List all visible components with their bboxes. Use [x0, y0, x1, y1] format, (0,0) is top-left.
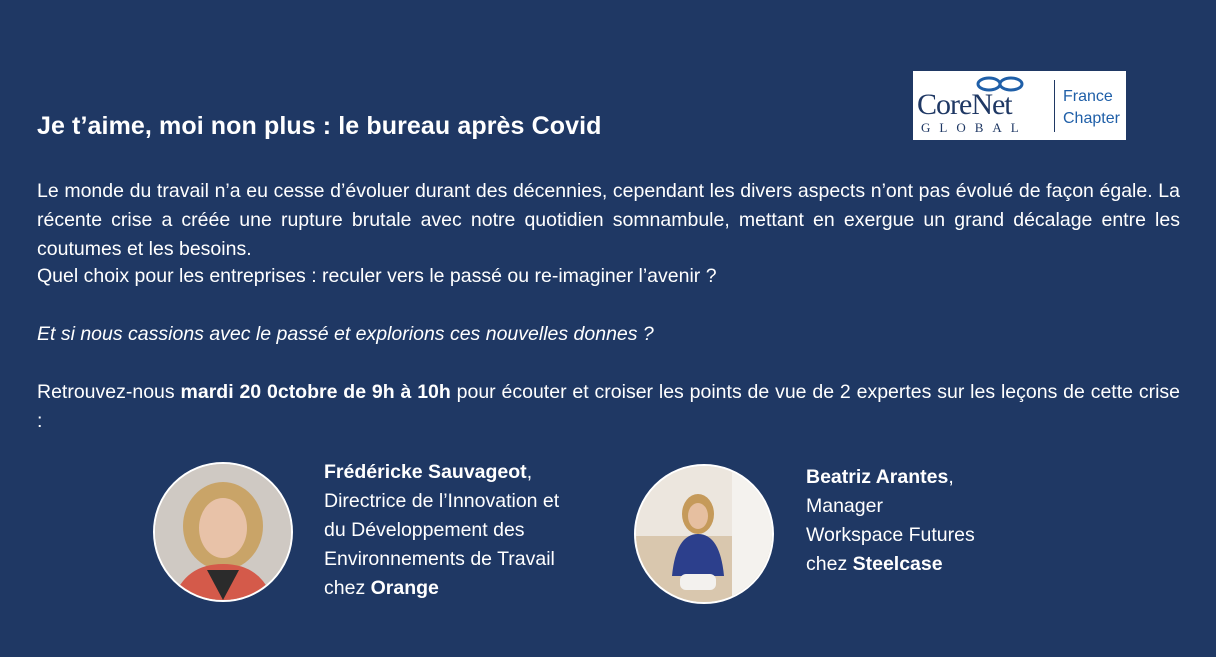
speaker-1-company-line [324, 574, 559, 603]
speaker-2-name-line [806, 463, 975, 492]
speaker-1-role-line-3: Environnements de Travail [324, 548, 555, 570]
speaker-1-role-line-1: Directrice de l’Innovation et [324, 490, 560, 512]
speaker-1-role-line-2: du Développement des [324, 519, 525, 541]
logo-brand-sub: GLOBAL [921, 120, 1028, 135]
logo-chapter-line1: France [1063, 88, 1113, 105]
speaker-1-name: Frédéricke Sauvageot [324, 461, 527, 483]
invite-date: mardi 20 0ctobre de 9h à 10h [180, 381, 451, 403]
intro-paragraph: Le monde du travail n’a eu cesse d’évoluer durant des décennies, cependant les divers aspects n’ont pas évolué de façon égale. La récente crise a créée une rupture brutale avec notre quotidien somnambule, mettant en exergue un grand décalage entre les coutumes et les besoins. [37, 180, 1180, 260]
speaker-1-name-suffix: , [526, 461, 533, 483]
speaker-1-company: Orange [370, 577, 439, 599]
invite-prefix: Retrouvez-nous [37, 381, 181, 403]
speaker-2-company: Steelcase [852, 553, 943, 575]
speaker-2-role-line-1: Manager [806, 495, 883, 517]
corenet-logo [913, 71, 1126, 140]
speaker-2-name: Beatriz Arantes [806, 466, 949, 488]
intro-italic-question: Et si nous cassions avec le passé et explorions ces nouvelles donnes ? [37, 323, 654, 345]
speaker-2-role-line-2: Workspace Futures [806, 524, 975, 546]
speaker-2-portrait-icon [636, 466, 772, 602]
speaker-1-name-line [324, 458, 559, 487]
page-title: Je t’aime, moi non plus : le bureau après Covid [37, 112, 602, 140]
speaker-2 [806, 463, 975, 579]
speaker-1 [324, 458, 559, 603]
speaker-1-avatar [153, 462, 293, 602]
speaker-2-avatar [634, 464, 774, 604]
intro-question: Quel choix pour les entreprises : reculer vers le passé ou re-imaginer l’avenir ? [37, 265, 717, 287]
logo-chapter [1063, 86, 1120, 130]
logo-divider [1054, 80, 1055, 132]
speaker-1-company-prefix: chez [324, 577, 371, 599]
logo-brand-main: CoreNet [917, 88, 1012, 121]
speaker-2-company-prefix: chez [806, 553, 853, 575]
speaker-2-name-suffix: , [948, 466, 954, 488]
invite-paragraph [37, 378, 1180, 436]
speaker-2-company-line [806, 550, 975, 579]
logo-chapter-line2: Chapter [1063, 110, 1120, 127]
invite-suffix: pour écouter et croiser les points de vue de 2 expertes sur les leçons de cette crise : [37, 381, 1180, 432]
speaker-1-portrait-icon [155, 464, 291, 600]
